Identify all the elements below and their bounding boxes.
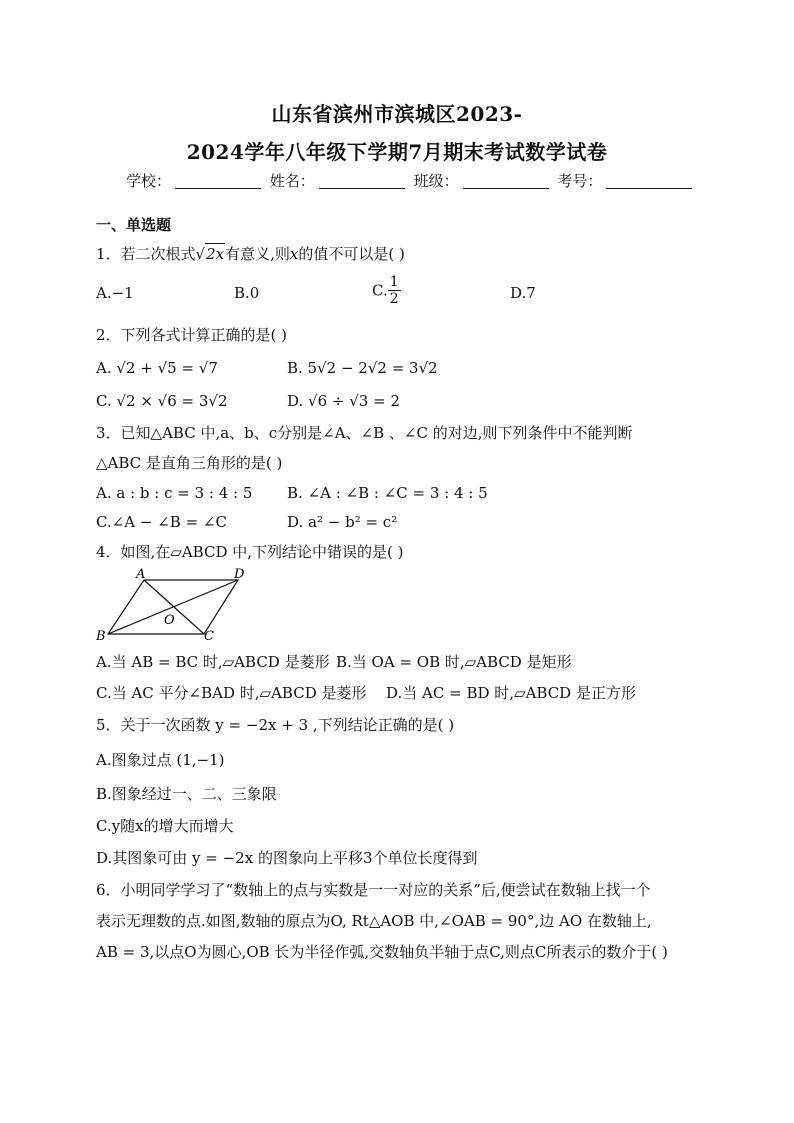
fraction-denominator: 2 bbox=[389, 291, 399, 307]
q1-option-d[interactable]: D.7 bbox=[510, 284, 536, 302]
q3-option-d[interactable]: D. a² − b² = c² bbox=[287, 513, 398, 531]
q2-option-a[interactable]: A. √2 + √5 = √7 bbox=[96, 359, 218, 377]
q6-stem-line-2: 表示无理数的点.如图,数轴的原点为O, Rt△AOB 中,∠OAB = 90°,边 AO 在数轴上, bbox=[96, 912, 652, 930]
q2-option-b[interactable]: B. 5√2 − 2√2 = 3√2 bbox=[287, 359, 438, 377]
q3-stem-line-1: 3．已知△ABC 中,a、b、c分别是∠A、∠B 、∠C 的对边,则下列条件中不能判断 bbox=[96, 424, 633, 442]
name-label: 姓名： bbox=[269, 172, 315, 190]
label-d: D bbox=[234, 567, 245, 582]
title-line-1: 山东省滨州市滨城区2023- bbox=[271, 102, 523, 126]
q4-stem: 4．如图,在▱ABCD 中,下列结论中错误的是( ) bbox=[96, 543, 404, 561]
q1-variable: x bbox=[289, 245, 299, 263]
q1-stem-part: 1．若二次根式 bbox=[96, 245, 196, 263]
q4-option-a[interactable]: A.当 AB = BC 时,▱ABCD 是菱形 bbox=[96, 653, 330, 671]
q1-option-c[interactable] bbox=[372, 274, 401, 307]
parallelogram-figure bbox=[92, 566, 262, 646]
school-label: 学校： bbox=[126, 172, 172, 190]
number-field[interactable] bbox=[557, 170, 692, 191]
section-heading: 一、单选题 bbox=[96, 216, 172, 234]
q4-option-c[interactable]: C.当 AC 平分∠BAD 时,▱ABCD 是菱形 bbox=[96, 684, 367, 702]
q1-option-b[interactable]: B.0 bbox=[234, 284, 260, 302]
q1-stem-part: 的值不可以是( ) bbox=[298, 245, 405, 263]
q1-option-a[interactable]: A.−1 bbox=[96, 284, 134, 302]
q6-stem-line-3: AB = 3,以点O为圆心,OB 长为半径作弧,交数轴负半轴于点C,则点C所表示的数介于( ) bbox=[96, 943, 668, 961]
name-field[interactable] bbox=[270, 170, 405, 191]
q2-option-c[interactable]: C. √2 × √6 = 3√2 bbox=[96, 392, 228, 410]
q3-option-c[interactable]: C.∠A − ∠B = ∠C bbox=[96, 513, 227, 531]
fraction-numerator: 1 bbox=[389, 274, 399, 290]
q3-option-b[interactable]: B. ∠A : ∠B : ∠C = 3 : 4 : 5 bbox=[287, 484, 488, 502]
q1-stem-part: 有意义,则 bbox=[225, 245, 290, 263]
sqrt-symbol: √ bbox=[195, 245, 206, 263]
class-field[interactable] bbox=[414, 170, 549, 191]
q6-stem-line-1: 6．小明同学学习了“数轴上的点与实数是一一对应的关系”后,便尝试在数轴上找一个 bbox=[96, 881, 651, 899]
q1-stem bbox=[96, 243, 405, 264]
q4-option-d[interactable]: D.当 AC = BD 时,▱ABCD 是正方形 bbox=[386, 684, 636, 702]
q5-option-b[interactable]: B.图象经过一、二、三象限 bbox=[96, 785, 277, 803]
q4-option-b[interactable]: B.当 OA = OB 时,▱ABCD 是矩形 bbox=[336, 653, 572, 671]
q2-option-d[interactable]: D. √6 ÷ √3 = 2 bbox=[287, 392, 400, 410]
school-blank[interactable] bbox=[175, 174, 261, 189]
student-info-row bbox=[126, 170, 696, 191]
q3-option-a[interactable]: A. a : b : c = 3 : 4 : 5 bbox=[96, 484, 253, 502]
class-blank[interactable] bbox=[463, 174, 549, 189]
q2-stem: 2．下列各式计算正确的是( ) bbox=[96, 326, 288, 344]
q3-stem-line-2: △ABC 是直角三角形的是( ) bbox=[96, 454, 283, 472]
q1-radicand: 2x bbox=[206, 245, 225, 263]
fraction bbox=[388, 274, 401, 307]
q5-option-a[interactable]: A.图象过点 (1,−1) bbox=[96, 751, 225, 769]
q5-stem: 5．关于一次函数 y = −2x + 3 ,下列结论正确的是( ) bbox=[96, 716, 455, 734]
q1-option-c-prefix: C. bbox=[372, 281, 388, 300]
q5-option-d[interactable]: D.其图象可由 y = −2x 的图象向上平移3个单位长度得到 bbox=[96, 849, 478, 867]
label-c: C bbox=[204, 629, 214, 644]
label-b: B bbox=[96, 629, 106, 644]
number-blank[interactable] bbox=[606, 174, 692, 189]
q5-option-c[interactable]: C.y随x的增大而增大 bbox=[96, 817, 234, 835]
title-line-2: 2024学年八年级下学期7月期末考试数学试卷 bbox=[186, 140, 608, 164]
label-o: O bbox=[164, 613, 175, 628]
name-blank[interactable] bbox=[319, 174, 405, 189]
number-label: 考号： bbox=[557, 172, 603, 190]
label-a: A bbox=[136, 567, 146, 582]
school-field[interactable] bbox=[126, 170, 261, 191]
class-label: 班级： bbox=[413, 172, 459, 190]
